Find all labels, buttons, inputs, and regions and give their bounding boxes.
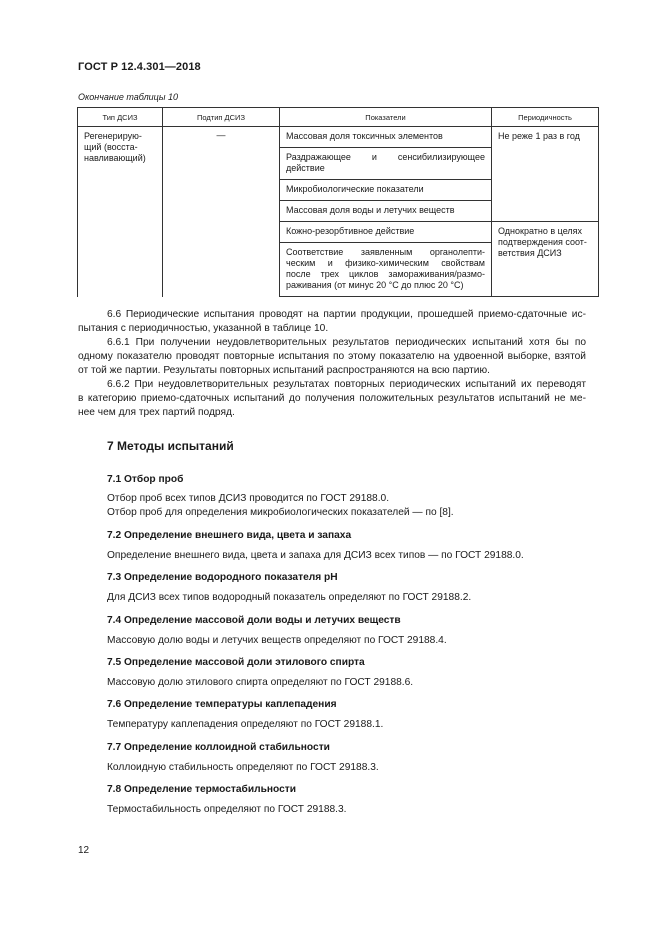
cell-periodicity — [492, 222, 599, 297]
text-line: 6.6.2 При неудовлетворительных результатах повторных периодических испытаний их переводят — [107, 379, 586, 390]
text-line: нее чем для трех партий подряд. — [78, 407, 235, 418]
paragraph-6-6-2 — [78, 378, 586, 420]
page-number: 12 — [78, 845, 90, 856]
table-row — [78, 127, 599, 148]
text-line: Для ДСИЗ всех типов водородный показатель определяют по ГОСТ 29188.2. — [107, 592, 472, 603]
subsection-heading: 7.6 Определение температуры каплепадения — [107, 699, 337, 710]
cell-line: Не реже 1 раз в год — [498, 131, 580, 141]
cell-indicator — [280, 222, 492, 243]
subsection-text — [107, 718, 587, 732]
section-7-title: 7 Методы испытаний — [107, 439, 234, 453]
column-header-type: Тип ДСИЗ — [78, 108, 163, 127]
subsection-heading: 7.8 Определение термостабильности — [107, 784, 297, 795]
cell-line: после трех циклов замораживания/размо- — [286, 269, 485, 279]
cell-type — [78, 127, 163, 297]
subsection-text — [107, 591, 587, 605]
text-line: Термостабильность определяют по ГОСТ 29188.3. — [107, 804, 347, 815]
subsection-heading: 7.7 Определение коллоидной стабильности — [107, 742, 330, 753]
text-line: Массовую долю этилового спирта определяют по ГОСТ 29188.6. — [107, 677, 414, 688]
cell-subtype: — — [163, 127, 280, 297]
subsection-heading: 7.5 Определение массовой доли этилового спирта — [107, 657, 365, 668]
text-line: одному показателю проводят повторные испытания по этому показателю на удвоенной выборке, взятой — [78, 351, 586, 362]
subsection-text — [107, 803, 587, 817]
text-line: Определение внешнего вида, цвета и запаха для ДСИЗ всех типов — по ГОСТ 29188.0. — [107, 550, 524, 561]
table-caption: Окончание таблицы 10 — [78, 92, 178, 102]
subsection-text — [107, 492, 587, 520]
cell-line: Раздражающее и сенсибилизирующее — [286, 152, 485, 162]
subsection-text — [107, 549, 587, 563]
column-header-periodicity: Периодичность — [492, 108, 599, 127]
text-line: Отбор проб всех типов ДСИЗ проводится по ГОСТ 29188.0. — [107, 493, 390, 504]
subsection-heading: 7.4 Определение массовой доли воды и летучих веществ — [107, 615, 401, 626]
cell-indicator — [280, 148, 492, 180]
cell-line: Соответствие заявленным органолепти- — [286, 247, 485, 257]
cell-line: щий (восста- — [84, 142, 138, 152]
subsection-heading: 7.2 Определение внешнего вида, цвета и запаха — [107, 530, 352, 541]
text-line: в категорию приемо-сдаточных испытаний до получения положительных результатов испытаний не ме- — [78, 393, 586, 404]
subsection-heading: 7.1 Отбор проб — [107, 474, 184, 485]
text-line: пытания с периодичностью, указанной в таблице 10. — [78, 323, 329, 334]
cell-line: Кожно-резорбтивное действие — [286, 226, 415, 236]
cell-line: Однократно в целях — [498, 226, 583, 236]
table-10 — [77, 107, 599, 297]
table-header-row — [78, 108, 599, 127]
text-line: Температуру каплепадения определяют по ГОСТ 29188.1. — [107, 719, 384, 730]
text-line: 6.6 Периодические испытания проводят на партии продукции, прошедшей приемо-сдаточные ис- — [107, 309, 586, 320]
cell-indicator — [280, 180, 492, 201]
cell-indicator — [280, 201, 492, 222]
subsection-text — [107, 676, 587, 690]
text-line: Коллоидную стабильность определяют по ГОСТ 29188.3. — [107, 762, 379, 773]
cell-line: Массовая доля воды и летучих веществ — [286, 205, 455, 215]
text-line: от той же партии. Результаты повторных испытаний распространяются на всю партию. — [78, 365, 490, 376]
cell-line: ветствия ДСИЗ — [498, 248, 562, 258]
cell-indicator — [280, 127, 492, 148]
cell-line: подтверждения соот- — [498, 237, 587, 247]
subsection-text — [107, 634, 587, 648]
text-line: Отбор проб для определения микробиологических показателей — по [8]. — [107, 507, 454, 518]
cell-line: навливающий) — [84, 153, 146, 163]
subsection-heading: 7.3 Определение водородного показателя рН — [107, 572, 338, 583]
cell-line: Микробиологические показатели — [286, 184, 424, 194]
text-line: 6.6.1 При получении неудовлетворительных результатов периодических испытаний хотя бы по — [107, 337, 586, 348]
cell-line: ческим и физико-химическим свойствам — [286, 258, 485, 268]
cell-line: действие — [286, 163, 325, 173]
cell-periodicity — [492, 127, 599, 222]
cell-line: раживания (от минус 20 °С до плюс 20 °С) — [286, 280, 464, 290]
cell-line: Массовая доля токсичных элементов — [286, 131, 443, 141]
text-line: Массовую долю воды и летучих веществ определяют по ГОСТ 29188.4. — [107, 635, 447, 646]
cell-line: Регенерирую- — [84, 131, 142, 141]
paragraph-6-6-1 — [78, 336, 586, 378]
column-header-indicators: Показатели — [280, 108, 492, 127]
column-header-subtype: Подтип ДСИЗ — [163, 108, 280, 127]
document-code: ГОСТ Р 12.4.301—2018 — [78, 61, 201, 73]
cell-indicator — [280, 243, 492, 297]
subsection-text — [107, 761, 587, 775]
paragraph-6-6 — [78, 308, 586, 336]
